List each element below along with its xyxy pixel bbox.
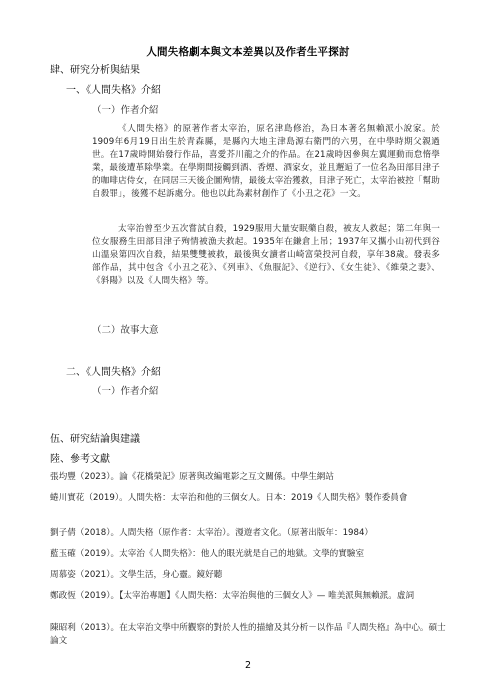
subsection-heading-1: 一、《人間失格》介紹	[66, 85, 161, 96]
sub-subsection-story-summary: （二）故事大意	[92, 325, 159, 336]
section-heading-references: 陸、參考文獻	[50, 454, 110, 465]
reference-item: 鄭政恆（2019）。【太宰治專題】《人間失格：太宰治與他的三個女人》— 唯美派與無賴派。虛詞	[50, 591, 415, 601]
reference-item: 劉子倩（2018）。人間失格（原作者：太宰治）。漫遊者文化。（原著出版年：1984）	[50, 528, 374, 538]
reference-item: 蜷川實花（2019）。人間失格：太宰治和他的三個女人。日本：2019《人間失格》製作委員會	[50, 493, 408, 503]
page-number: 2	[244, 660, 252, 671]
subsection-heading-2: 二、《人間失格》介紹	[66, 367, 161, 378]
reference-item: 張均豐（2023）。論《花橋榮記》原著與改編電影之互文關係。中學生網站	[50, 472, 334, 482]
section-heading-conclusion: 伍、研究結論與建議	[50, 434, 140, 445]
reference-item: 藍玉確（2019）。太宰治《人間失格》：他人的眼光就是自己的地獄。文學的實驗室	[50, 549, 365, 559]
paragraph-author-bio: 《人間失格》的原著作者太宰治，原名津島修治，為日本著名無賴派小說家。於1909年6月19日出生於青森縣，是縣內大地主津島源右衛門的六男，在中學時期父親過世。在17歲時開始發行作品，喜愛芥川龍之介的作品。在21歲時因參與左翼運動而怠惰學業，最後遭革除學業。在學期間接觸到酒、香煙、酒家女，並且邂逅了一位名為田部目津子的咖啡店侍女，在同居三天後企圖殉情，最後太宰治獲救，目津子死亡，太宰治被控「幫助自殺罪」，後獲不起訴處分。他也以此為素材創作了《小丑之花》一文。	[92, 124, 440, 199]
reference-item: 陳昭利（2013）。在太宰治文學中所觀察的對於人性的描繪及其分析－以作品『人間失格』為中心。碩士論文	[50, 623, 446, 646]
paragraph-suicide-attempts: 太宰治曾至少五次嘗試自殺，1929服用大量安眠藥自殺，被友人救起；第二年與一位女服務生田部目津子殉情被漁夫救起。1935年在鎌倉上吊；1937年又攜小山初代到谷山溫泉第四次自殺，結果雙雙被救，最後與女讀者山崎富榮投河自殺，享年38歲。發表多部作品，其中包含《小丑之花》、《列車》、《魚服記》、《逆行》、《女生徒》、《維榮之妻》、《斜陽》以及《人間失格》等。	[92, 224, 440, 286]
reference-item: 周慕姿（2021）。文學生活，身心靈。鏡好聽	[50, 570, 223, 580]
page-title: 人間失格劇本與文本差異以及作者生平探討	[146, 46, 350, 58]
sub-subsection-author-intro-2: （一）作者介紹	[92, 386, 159, 397]
sub-subsection-author-intro: （一）作者介紹	[92, 105, 159, 116]
section-heading-analysis: 肆、研究分析與結果	[50, 65, 140, 76]
